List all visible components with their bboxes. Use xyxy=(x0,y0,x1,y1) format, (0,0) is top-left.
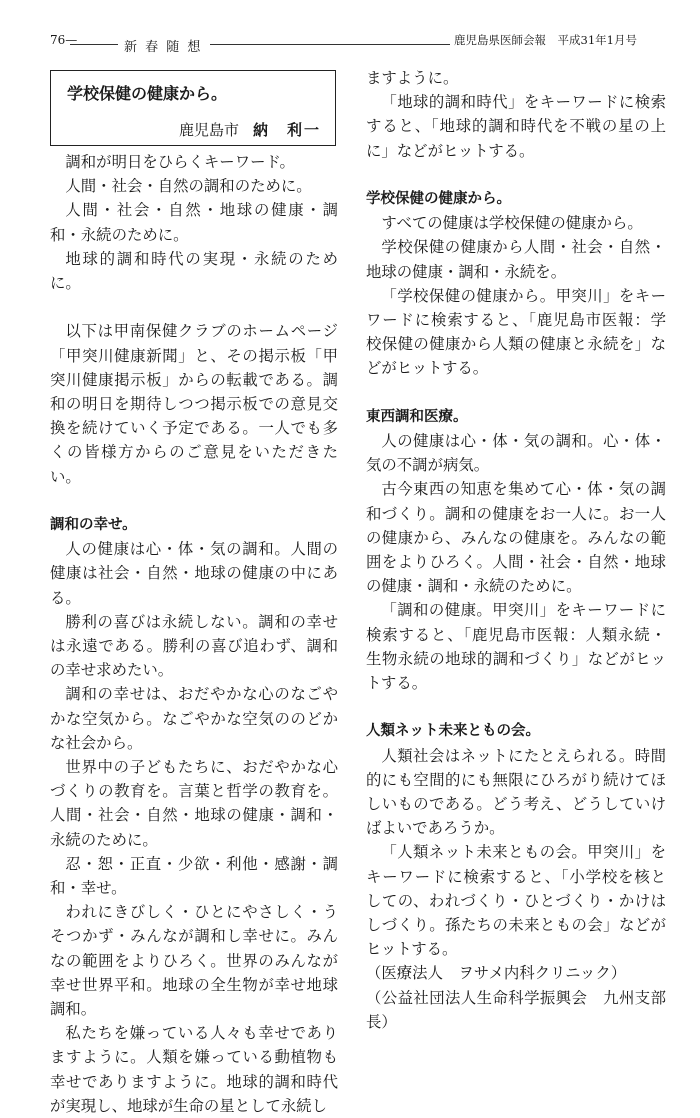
paragraph-gap xyxy=(366,163,666,187)
paragraph-gap xyxy=(366,695,666,719)
paragraph: 人間・社会・自然の調和のために。 xyxy=(65,177,312,196)
paragraph: （公益社団法人生命科学振興会 九州支部長） xyxy=(366,988,666,1031)
paragraph: 以下は甲南保健クラブのホームページ「甲突川健康新聞」と、その掲示板「甲突川健康掲示板」からの転載である。調和の明日を期待しつつ掲示板での意見交換を続けていく予定である。一人でも多くの皆様方からのご意見をいただきたい。 xyxy=(50,322,338,486)
paragraph: 世界中の子どもたちに、おだやかな心づくりの教育を。言葉と哲学の教育を。人間・社会・自然・地球の健康・調和・永続のために。 xyxy=(50,758,338,849)
author-city: 鹿児島市 xyxy=(178,121,239,139)
left-column xyxy=(50,150,338,1118)
paragraph: ますように。 xyxy=(366,69,459,87)
paragraph-gap xyxy=(50,295,338,319)
header-rule xyxy=(70,44,118,45)
paragraph: 調和の幸せは、おだやかな心のなごやかな空気から。なごやかな空気ののどかな社会から。 xyxy=(50,685,338,752)
paragraph-gap xyxy=(50,489,338,513)
section-heading: 学校保健の健康から。 xyxy=(366,191,511,207)
author-name: 納 利一 xyxy=(252,121,321,139)
paragraph: 「調和の健康。甲突川」をキーワードに検索すると、「鹿児島市医報：人類永続・生物永続の地球的調和づくり」などがヒットする。 xyxy=(366,601,666,693)
paragraph: 人の健康は心・体・気の調和。心・体・気の不調が病気。 xyxy=(366,432,666,475)
journal-name: 鹿児島県医師会報 平成31年1月号 xyxy=(454,33,637,47)
paragraph: 人類社会はネットにたとえられる。時間的にも空間的にも無限にひろがり続けてほしいものである。どう考え、どうしていけばよいであろうか。 xyxy=(366,746,666,838)
section-heading: 東西調和医療。 xyxy=(366,408,468,425)
paragraph: すべての健康は学校保健の健康から。 xyxy=(381,214,643,233)
paragraph: 人の健康は心・体・気の調和。人間の健康は社会・自然・地球の健康の中にある。 xyxy=(50,540,338,607)
section-heading: 人類ネット未来ともの会。 xyxy=(366,723,540,740)
paragraph: 忍・恕・正直・少欲・利他・感謝・調和・幸せ。 xyxy=(50,854,338,898)
paragraph: 私たちを嫌っている人々も幸せでありますように。人類を嫌っている動植物も幸せでありますように。地球的調和時代が実現し、地球が生命の星として永続し xyxy=(50,1024,338,1115)
paragraph: 学校保健の健康から人間・社会・自然・地球の健康・調和・永続を。 xyxy=(366,238,666,281)
paragraph-gap xyxy=(366,381,666,405)
paragraph: 「人類ネット未来ともの会。甲突川」をキーワードに検索すると、「小学校を核としての、われづくり・ひとづくり・かけはしづくり。孫たちの未来ともの会」などがヒットする。 xyxy=(366,843,666,959)
paragraph: （医療法人 ヲサメ内科クリニック） xyxy=(366,964,627,983)
article-title: 学校保健の健康から。 xyxy=(67,84,228,103)
section-title: 新 春 随 想 xyxy=(124,40,203,55)
paragraph: 調和が明日をひらくキーワード。 xyxy=(65,153,295,171)
header-rule xyxy=(210,44,450,45)
author-line xyxy=(179,119,321,140)
paragraph: われにきびしく・ひとにやさしく・うそつかず・みんなが調和し幸せに。みんなの範囲をよりひろく。世界のみんなが幸せ世界平和。地球の全生物が幸せ地球調和。 xyxy=(50,903,338,1019)
paragraph: 「地球的調和時代」をキーワードに検索すると、「地球的調和時代を不戦の星の上に」などがヒットする。 xyxy=(366,93,666,160)
paragraph: 古今東西の知恵を集めて心・体・気の調和づくり。調和の健康をお一人に。お一人の健康から、みんなの健康を。みんなの範囲をよりひろく。人間・社会・自然・地球の健康・調和・永続のために。 xyxy=(366,480,666,596)
page-number: 76— xyxy=(50,33,78,47)
article-title-box xyxy=(50,70,336,146)
paragraph: 「学校保健の健康から。甲突川」をキーワードに検索すると、「鹿児島市医報：学校保健の健康から人類の健康と永続を」などがヒットする。 xyxy=(366,286,666,378)
paragraph: 勝利の喜びは永続しない。調和の幸せは永遠である。勝利の喜び追わず、調和の幸せ求めたい。 xyxy=(50,612,338,680)
paragraph: 人間・社会・自然・地球の健康・調和・永続のために。 xyxy=(50,201,338,244)
section-heading: 調和の幸せ。 xyxy=(50,517,137,534)
page-header xyxy=(0,0,700,55)
paragraph: 地球的調和時代の実現・永続のために。 xyxy=(50,249,338,293)
right-column xyxy=(366,66,666,1034)
